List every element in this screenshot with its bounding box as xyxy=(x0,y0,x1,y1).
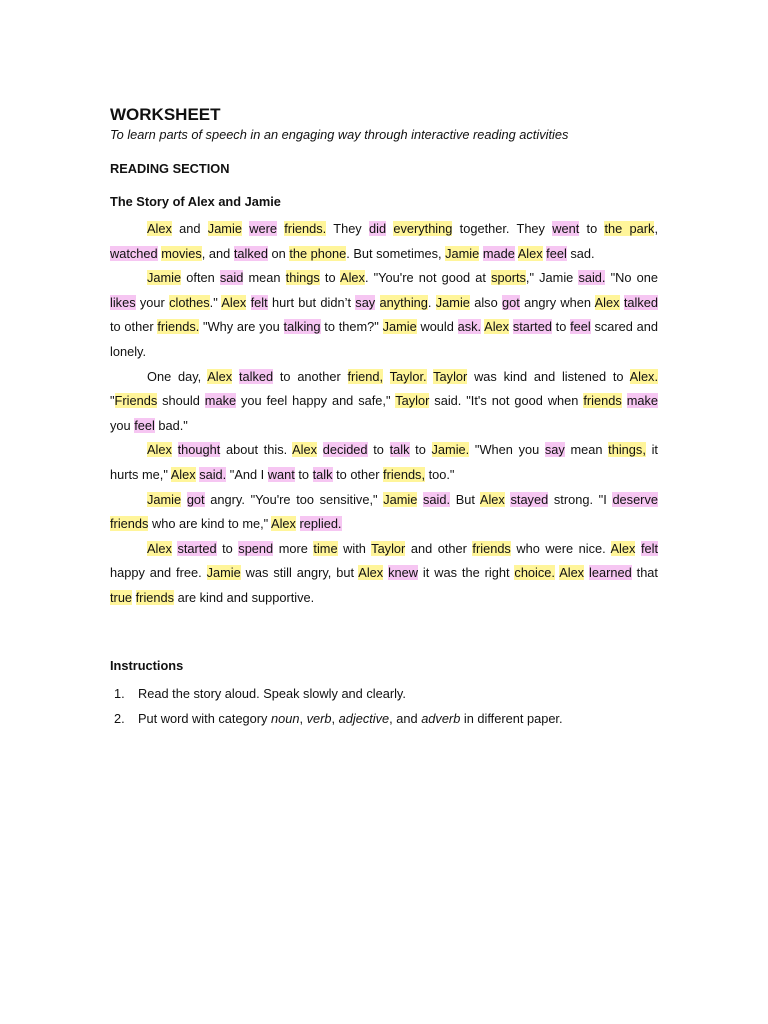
highlighted-noun: Alex xyxy=(170,466,196,482)
worksheet-page xyxy=(110,104,658,731)
instruction-text: , and xyxy=(389,710,422,726)
story-text: your xyxy=(135,294,170,310)
story-text: and other xyxy=(405,540,473,556)
story-text xyxy=(375,295,379,310)
highlighted-verb: make xyxy=(204,393,237,409)
highlighted-noun: Alex xyxy=(147,540,172,556)
story-text: to xyxy=(367,442,390,458)
highlighted-noun: Alex. xyxy=(629,368,659,384)
highlighted-noun: Jamie xyxy=(207,221,242,236)
highlighted-noun: choice. xyxy=(514,565,555,581)
story-text: you feel happy and safe," xyxy=(236,393,396,409)
highlighted-noun: Friends xyxy=(114,393,158,409)
highlighted-noun: friend, xyxy=(347,368,384,384)
instruction-text: Read the story aloud. Speak slowly and clearly. xyxy=(138,685,406,701)
story-text: to xyxy=(319,270,341,286)
instructions-heading: Instructions xyxy=(110,657,184,673)
highlighted-noun: Alex xyxy=(340,270,365,286)
highlighted-noun: clothes xyxy=(169,294,210,310)
highlighted-verb: said. xyxy=(423,491,451,507)
story-text: "When you xyxy=(469,442,545,458)
story-text: would xyxy=(416,319,458,335)
story-text: mean xyxy=(243,270,286,286)
highlighted-verb: did xyxy=(368,221,387,236)
instruction-number: 1. xyxy=(114,685,125,701)
highlighted-verb: spend xyxy=(238,540,274,556)
story-text: to another xyxy=(273,368,348,384)
highlighted-verb: were xyxy=(249,221,277,236)
instructions-list xyxy=(110,681,658,731)
story-text: to xyxy=(216,540,239,556)
highlighted-noun: everything xyxy=(393,221,453,236)
story-text: are kind and supportive. xyxy=(174,589,315,605)
instruction-text: Put word with category xyxy=(138,710,272,726)
highlighted-noun: movies xyxy=(161,245,202,261)
highlighted-noun: Jamie xyxy=(383,491,418,507)
highlighted-verb: got xyxy=(502,294,520,310)
story-text: to xyxy=(579,221,605,236)
story-text: "Why are you xyxy=(199,319,284,335)
story-paragraph xyxy=(110,438,658,487)
highlighted-noun: Jamie. xyxy=(431,442,470,458)
page-title: WORKSHEET xyxy=(110,105,221,124)
story-text: and xyxy=(171,221,208,236)
story-text: to xyxy=(409,442,432,458)
highlighted-verb: talked xyxy=(233,245,268,261)
highlighted-noun: Taylor xyxy=(395,393,430,409)
story-text: hurt but didn’t xyxy=(267,294,356,310)
highlighted-noun: true xyxy=(110,589,133,605)
highlighted-noun: anything xyxy=(379,294,428,310)
highlighted-noun: Alex xyxy=(484,319,510,335)
highlighted-verb: watched xyxy=(110,245,158,261)
highlighted-verb: want xyxy=(267,466,295,482)
story-text: , xyxy=(654,221,658,236)
highlighted-verb: made xyxy=(482,245,515,261)
story-text: too." xyxy=(425,466,455,482)
highlighted-noun: Alex xyxy=(594,294,620,310)
instruction-term: adverb xyxy=(421,710,461,726)
highlighted-noun: Alex xyxy=(207,368,233,384)
highlighted-verb: started xyxy=(512,319,552,335)
highlighted-verb: talk xyxy=(389,442,410,458)
highlighted-verb: learned xyxy=(589,565,632,581)
highlighted-noun: Jamie xyxy=(147,270,182,286)
story-text: to other xyxy=(332,466,384,482)
story-text: often xyxy=(181,270,220,286)
story-text: ." xyxy=(209,294,222,310)
instruction-text: in different paper. xyxy=(460,710,563,726)
story-text: . "You're not good at xyxy=(364,270,492,286)
highlighted-noun: friends xyxy=(583,393,622,409)
highlighted-noun: things, xyxy=(608,442,646,458)
story-paragraph xyxy=(110,537,658,611)
instruction-term: adjective xyxy=(338,710,390,726)
story-text: should xyxy=(157,393,205,409)
story-text: happy and free. xyxy=(110,565,207,581)
story-title: The Story of Alex and Jamie xyxy=(110,194,281,209)
highlighted-verb: started xyxy=(177,540,217,556)
highlighted-noun: Alex xyxy=(479,491,505,507)
highlighted-verb: knew xyxy=(388,565,418,581)
instruction-term: noun xyxy=(271,710,300,726)
highlighted-noun: sports xyxy=(491,270,526,286)
story-paragraph xyxy=(110,365,658,439)
highlighted-verb: said xyxy=(219,270,244,286)
story-text xyxy=(383,369,390,384)
highlighted-verb: make xyxy=(626,393,658,409)
story-text: to them?" xyxy=(320,319,383,335)
highlighted-verb: feel xyxy=(134,417,155,433)
highlighted-noun: things xyxy=(285,270,320,286)
instruction-text: , xyxy=(299,710,307,726)
story-text xyxy=(317,442,323,457)
highlighted-noun: the park xyxy=(604,221,655,236)
story-text: it was the right xyxy=(417,565,515,581)
story-text: , and xyxy=(201,245,234,261)
story-paragraph xyxy=(110,266,658,364)
story-text xyxy=(296,516,300,531)
highlighted-noun: Jamie xyxy=(382,319,417,335)
story-text: scared and lonely. xyxy=(110,319,658,359)
highlighted-verb: feel xyxy=(570,319,591,335)
highlighted-noun: friends. xyxy=(157,319,200,335)
highlighted-verb: replied. xyxy=(299,516,342,532)
story-text: bad." xyxy=(154,417,188,433)
page-subtitle: To learn parts of speech in an engaging way through interactive reading activities xyxy=(110,127,569,142)
story-text: on xyxy=(267,245,290,261)
instruction-item xyxy=(110,681,658,706)
highlighted-noun: Alex xyxy=(358,565,384,581)
story-text: who were nice. xyxy=(510,540,611,556)
story-text: that xyxy=(631,565,658,581)
highlighted-verb: said. xyxy=(578,270,606,286)
story-text: ," Jamie xyxy=(525,270,579,286)
highlighted-verb: talk xyxy=(312,466,333,482)
highlighted-noun: Alex xyxy=(147,442,172,458)
story-text: strong. "I xyxy=(548,491,613,507)
story-text xyxy=(622,393,627,408)
highlighted-verb: talked xyxy=(238,368,274,384)
highlighted-noun: Alex xyxy=(292,442,318,458)
instruction-item xyxy=(110,706,658,731)
story-text: "And I xyxy=(226,466,268,482)
highlighted-noun: friends xyxy=(135,589,175,605)
highlighted-verb: say xyxy=(355,294,376,310)
story-text: They xyxy=(326,221,369,236)
highlighted-noun: friends xyxy=(472,540,511,556)
highlighted-noun: friends xyxy=(110,516,149,532)
highlighted-noun: Taylor xyxy=(433,368,468,384)
story-text: sad. xyxy=(566,245,595,261)
story-body xyxy=(110,217,658,611)
highlighted-noun: Taylor. xyxy=(389,368,427,384)
highlighted-noun: the phone xyxy=(289,245,347,261)
story-text: about this. xyxy=(220,442,293,458)
story-text: together. They xyxy=(452,221,553,236)
highlighted-noun: Jamie xyxy=(147,491,182,507)
highlighted-noun: friends, xyxy=(383,466,426,482)
highlighted-noun: Alex xyxy=(147,221,172,236)
story-text xyxy=(232,369,239,384)
story-text: who are kind to me," xyxy=(148,516,272,532)
story-text: it hurts me," xyxy=(110,442,658,482)
story-paragraph xyxy=(110,217,658,266)
highlighted-verb: deserve xyxy=(612,491,658,507)
story-text: mean xyxy=(564,442,609,458)
highlighted-verb: feel xyxy=(546,245,567,261)
story-text: you xyxy=(110,417,135,433)
highlighted-verb: talked xyxy=(623,294,658,310)
highlighted-noun: Jamie xyxy=(435,294,470,310)
highlighted-noun: Jamie xyxy=(206,565,241,581)
story-text: But xyxy=(450,491,480,507)
highlighted-verb: say xyxy=(544,442,565,458)
highlighted-verb: felt xyxy=(250,294,268,310)
story-text: to xyxy=(551,319,571,335)
highlighted-noun: Alex xyxy=(517,245,543,261)
story-text: . xyxy=(427,294,436,310)
story-text: with xyxy=(337,540,372,556)
instruction-term: verb xyxy=(306,710,332,726)
story-text xyxy=(246,295,250,310)
story-text: said. "It's not good when xyxy=(429,393,584,409)
highlighted-verb: thought xyxy=(177,442,221,458)
story-text: One day, xyxy=(147,368,208,384)
highlighted-noun: Alex xyxy=(559,565,585,581)
highlighted-verb: got xyxy=(186,491,205,507)
highlighted-noun: time xyxy=(313,540,338,556)
highlighted-verb: felt xyxy=(640,540,659,556)
story-text xyxy=(181,492,187,507)
highlighted-verb: went xyxy=(552,221,580,236)
highlighted-noun: friends. xyxy=(284,221,327,236)
story-text: " xyxy=(110,393,115,409)
instruction-text: , xyxy=(331,710,339,726)
story-text: angry when xyxy=(519,294,595,310)
story-text: angry. "You're too sensitive," xyxy=(204,491,384,507)
highlighted-verb: talking xyxy=(283,319,321,335)
story-text: more xyxy=(273,540,314,556)
instruction-number: 2. xyxy=(114,710,125,726)
story-text xyxy=(172,442,178,457)
highlighted-noun: Alex xyxy=(610,540,636,556)
story-text: was kind and listened to xyxy=(467,368,630,384)
story-text: to xyxy=(294,466,313,482)
section-heading: READING SECTION xyxy=(110,161,230,176)
story-text: "No one xyxy=(605,270,658,286)
highlighted-verb: said. xyxy=(199,466,227,482)
highlighted-noun: Jamie xyxy=(445,245,480,261)
highlighted-noun: Alex xyxy=(271,516,296,532)
highlighted-verb: stayed xyxy=(510,491,549,507)
story-text: . But sometimes, xyxy=(346,245,446,261)
highlighted-noun: Taylor xyxy=(371,540,406,556)
story-text: also xyxy=(469,294,503,310)
highlighted-noun: Alex xyxy=(221,294,247,310)
story-paragraph xyxy=(110,488,658,537)
story-text: to other xyxy=(110,319,158,335)
highlighted-verb: ask. xyxy=(457,319,482,335)
highlighted-verb: decided xyxy=(322,442,368,458)
story-text: was still angry, but xyxy=(240,565,359,581)
highlighted-verb: likes xyxy=(110,294,136,310)
